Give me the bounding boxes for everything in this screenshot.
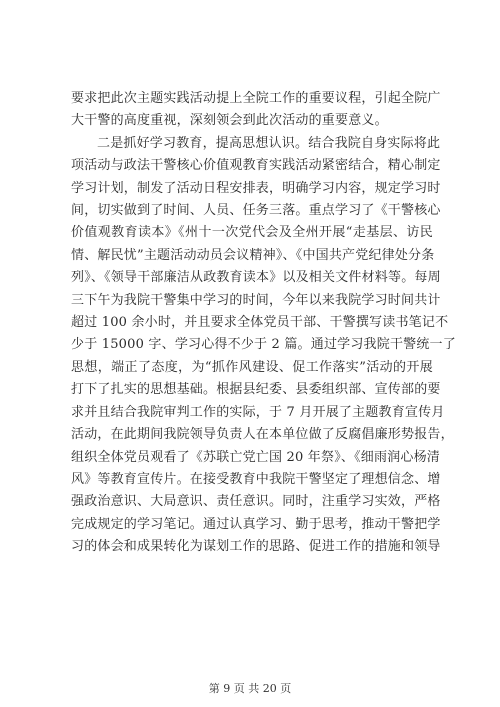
text-line: 要求把此次主题实践活动提上全院工作的重要议程，引起全院广 [71, 91, 441, 106]
text-line: 二是抓好学习教育，提高思想认识。结合我院自身实际将此 [97, 135, 441, 151]
text-line: 少于 15000 字、学习心得不少于 2 篇。通过学习我院干警统一了 [71, 337, 456, 353]
paragraph [71, 88, 441, 133]
text-line: 情、解民忧”主题活动动员会议精神》、《中国共产党纪律处分条 [71, 247, 435, 263]
text-line: 打下了扎实的思想基础。根据县纪委、县委组织部、宣传部的要 [71, 382, 441, 398]
text-line: 活动，在此期间我院领导负责人在本单位做了反腐倡廉形势报告， [71, 427, 454, 443]
text-line: 三下午为我院干警集中学习的时间，今年以来我院学习时间共计 [71, 292, 441, 308]
text-line: 学习计划，制发了活动日程安排表，明确学习内容，规定学习时 [71, 180, 441, 196]
text-line: 列》、《领导干部廉洁从政教育读本》以及相关文件材料等。每周 [71, 270, 441, 286]
text-line: 风》等教育宣传片。在接受教育中我院干警坚定了理想信念、增 [71, 471, 441, 487]
text-line: 价值观教育读本》《州十一次党代会及全州开展“走基层、访民 [71, 225, 433, 241]
page-footer: 第 9 页 共 20 页 [208, 682, 292, 695]
text-line: 项活动与政法干警核心价值观教育实践活动紧密结合，精心制定 [71, 158, 441, 174]
text-line: 习的体会和成果转化为谋划工作的思路、促进工作的措施和领导 [71, 539, 441, 555]
text-line: 思想，端正了态度，为“抓作风建设、促工作落实”活动的开展 [71, 359, 433, 375]
document-body [71, 88, 456, 559]
text-line: 间，切实做到了时间、人员、任务三落。重点学习了《干警核心 [71, 203, 441, 219]
paragraph [71, 133, 456, 559]
text-line: 完成规定的学习笔记。通过认真学习、勤于思考，推动干警把学 [71, 516, 441, 532]
text-line: 强政治意识、大局意识、责任意识。同时，注重学习实效，严格 [71, 494, 441, 510]
text-line: 超过 100 余小时，并且要求全体党员干部、干警撰写读书笔记不 [71, 315, 449, 331]
text-line: 组织全体党员观看了《苏联亡党亡国 20 年祭》、《细雨润心杨清 [71, 449, 441, 465]
text-line: 大干警的高度重视，深刻领会到此次活动的重要意义。 [71, 113, 388, 129]
text-line: 求并且结合我院审判工作的实际，于 7 月开展了主题教育宣传月 [71, 404, 445, 420]
